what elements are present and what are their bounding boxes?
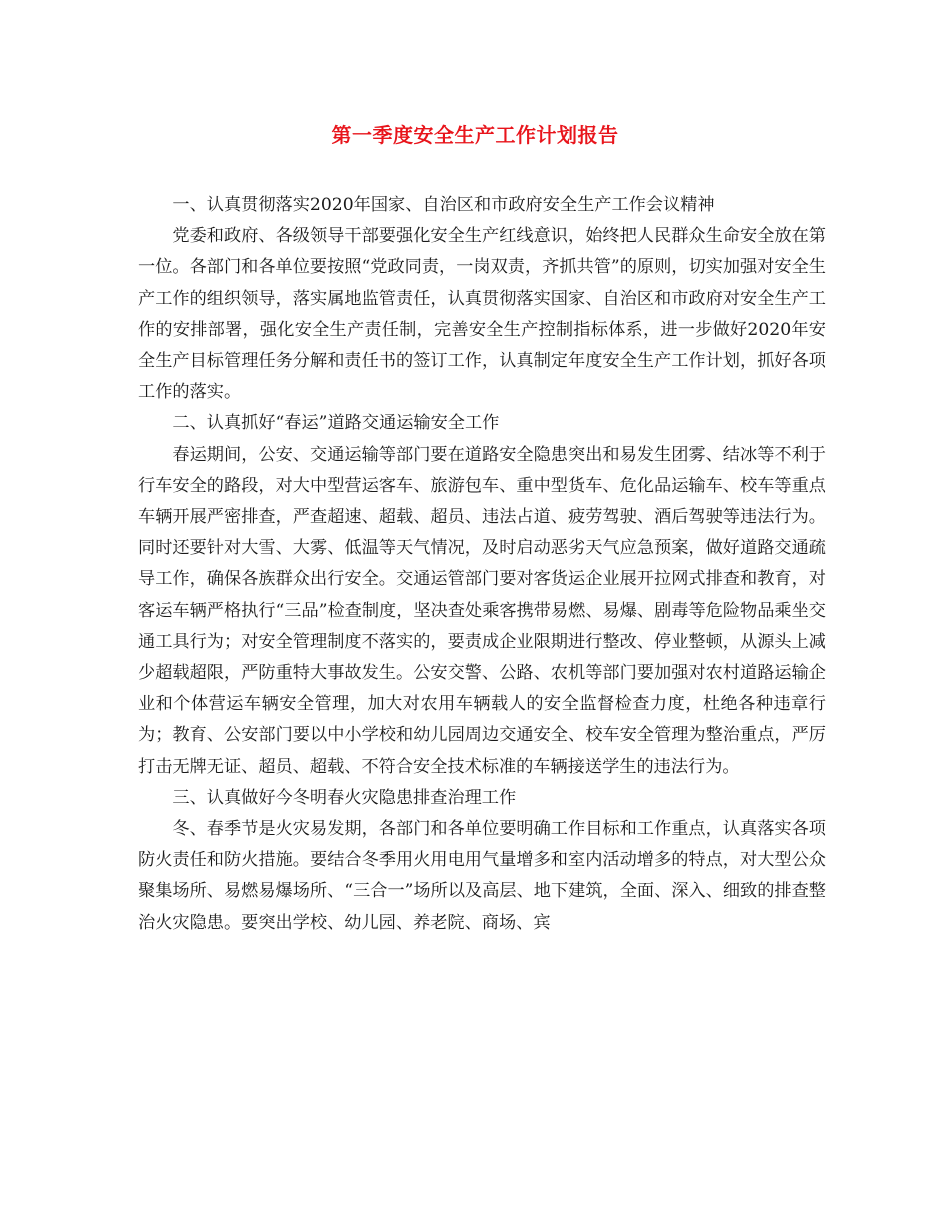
document-title: 第一季度安全生产工作计划报告	[331, 123, 619, 147]
section-paragraph-1: 党委和政府、各级领导干部要强化安全生产红线意识，始终把人民群众生命安全放在第一位。各部门和各单位要按照“党政同责，一岗双责，齐抓共管”的原则，切实加强对安全生产工作的组织领导，落实属地监管责任，认真贯彻落实国家、自治区和市政府对安全生产工作的安排部署，强化安全生产责任制，完善安全生产控制指标体系，进一步做好2020年安全生产目标管理任务分解和责任书的签订工作，认真制定年度安全生产工作计划，抓好各项工作的落实。	[138, 226, 826, 403]
section-heading-2: 二、认真抓好“春运”道路交通运输安全工作	[172, 413, 500, 434]
section-paragraph-3: 冬、春季节是火灾易发期，各部门和各单位要明确工作目标和工作重点，认真落实各项防火责任和防火措施。要结合冬季用火用电用气量增多和室内活动增多的特点，对大型公众聚集场所、易燃易爆场所、“三合一”场所以及高层、地下建筑，全面、深入、细致的排查整治火灾隐患。要突出学校、幼儿园、养老院、商场、宾	[138, 819, 826, 933]
section-paragraph-2: 春运期间，公安、交通运输等部门要在道路安全隐患突出和易发生团雾、结冰等不利于行车安全的路段，对大中型营运客车、旅游包车、重中型货车、危化品运输车、校车等重点车辆开展严密排查，严查超速、超载、超员、违法占道、疲劳驾驶、酒后驾驶等违法行为。同时还要针对大雪、大雾、低温等天气情况，及时启动恶劣天气应急预案，做好道路交通疏导工作，确保各族群众出行安全。交通运管部门要对客货运企业展开拉网式排查和教育，对客运车辆严格执行“三品”检查制度，坚决查处乘客携带易燃、易爆、剧毒等危险物品乘坐交通工具行为；对安全管理制度不落实的，要责成企业限期进行整改、停业整顿，从源头上减少超载超限，严防重特大事故发生。公安交警、公路、农机等部门要加强对农村道路运输企业和个体营运车辆安全管理，加大对农用车辆载人的安全监督检查力度，杜绝各种违章行为；教育、公安部门要以中小学校和幼儿园周边交通安全、校车安全管理为整治重点，严厉打击无牌无证、超员、超载、不符合安全技术标准的车辆接送学生的违法行为。	[138, 444, 826, 777]
section-heading-1: 一、认真贯彻落实2020年国家、自治区和市政府安全生产工作会议精神	[172, 195, 715, 215]
document-body	[138, 190, 826, 939]
section-heading-3: 三、认真做好今冬明春火灾隐患排查治理工作	[172, 787, 517, 808]
